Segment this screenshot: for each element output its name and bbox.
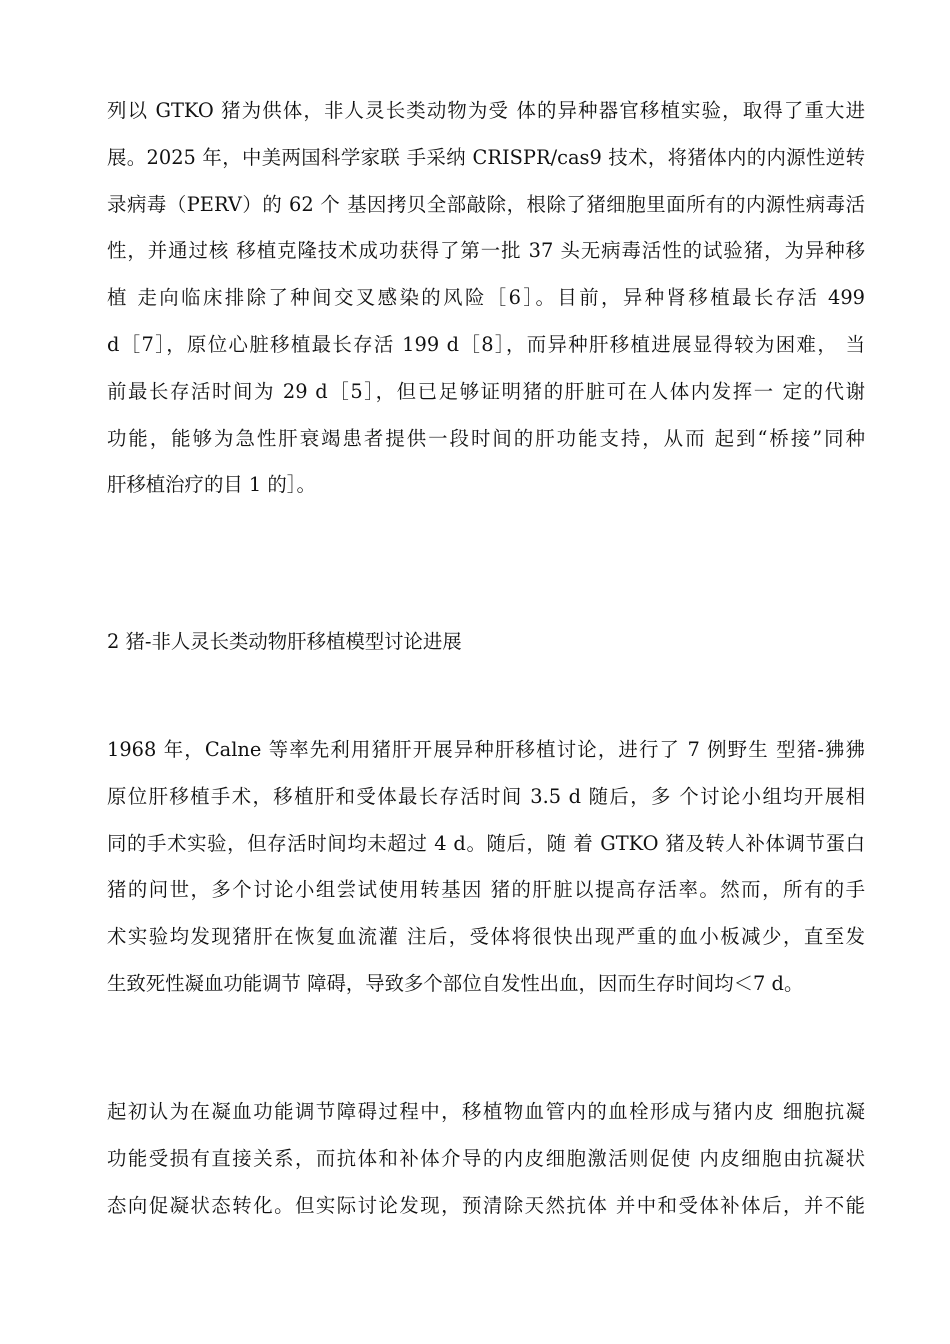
text-line: 性，并通过核 移植克隆技术成功获得了第一批 37 头无病毒活性的试验猪，为异种移 [107,239,865,263]
text-line: 列以 GTKO 猪为供体，非人灵长类动物为受 体的异种器官移植实验，取得了重大进 [107,99,865,122]
paragraph-xenotransplant-progress [107,95,865,516]
text-line: 猪的问世，多个讨论小组尝试使用转基因 猪的肝脏以提高存活率。然而，所有的手 [107,878,865,902]
text-line: 展。2025 年，中美两国科学家联 手采纳 CRISPR/cas9 技术，将猪体内的内源性逆转 [107,145,865,169]
text-line: 态向促凝状态转化。但实际讨论发现，预清除天然抗体 并中和受体补体后，并不能 [107,1193,865,1217]
text-line: 前最长存活时间为 29 d［5］，但已足够证明猪的肝脏可在人体内发挥一 定的代谢 [107,379,865,403]
section-heading-text: 2 猪-非人灵长类动物肝移植模型讨论进展 [107,630,462,653]
text-line: 同的手术实验，但存活时间均未超过 4 d。随后，随 着 GTKO 猪及转人补体调节蛋白 [107,831,865,855]
text-line: 功能受损有直接关系，而抗体和补体介导的内皮细胞激活则促使 内皮细胞由抗凝状 [107,1146,865,1170]
text-line: 肝移植治疗的目 1 的］。 [107,473,316,497]
paragraph-pig-primate-liver-model [107,734,865,1015]
text-line: 录病毒（PERV）的 62 个 基因拷贝全部敲除，根除了猪细胞里面所有的内源性病毒活 [107,192,865,216]
text-line: 生致死性凝血功能调节 障碍，导致多个部位自发性出血，因而生存时间均＜7 d。 [107,971,804,995]
paragraph-coagulation-dysfunction [107,1096,865,1236]
text-line: 术实验均发现猪肝在恢复血流灌 注后，受体将很快出现严重的血小板减少，直至发 [107,925,865,949]
text-line: 原位肝移植手术，移植肝和受体最长存活时间 3.5 d 随后，多 个讨论小组均开展相 [107,784,865,808]
text-line: 起初认为在凝血功能调节障碍过程中，移植物血管内的血栓形成与猪内皮 细胞抗凝 [107,1100,865,1123]
text-line: 1968 年，Calne 等率先利用猪肝开展异种肝移植讨论，进行了 7 例野生 型猪-狒狒 [107,738,865,761]
text-line: d［7］，原位心脏移植最长存活 199 d［8］，而异种肝移植进展显得较为困难， 当 [107,332,865,356]
text-line: 植 走向临床排除了种间交叉感染的风险［6］。目前，异种肾移植最长存活 499 [107,286,865,310]
section-heading [107,626,865,673]
text-line: 功能，能够为急性肝衰竭患者提供一段时间的肝功能支持，从而 起到“桥接”同种 [107,426,865,450]
